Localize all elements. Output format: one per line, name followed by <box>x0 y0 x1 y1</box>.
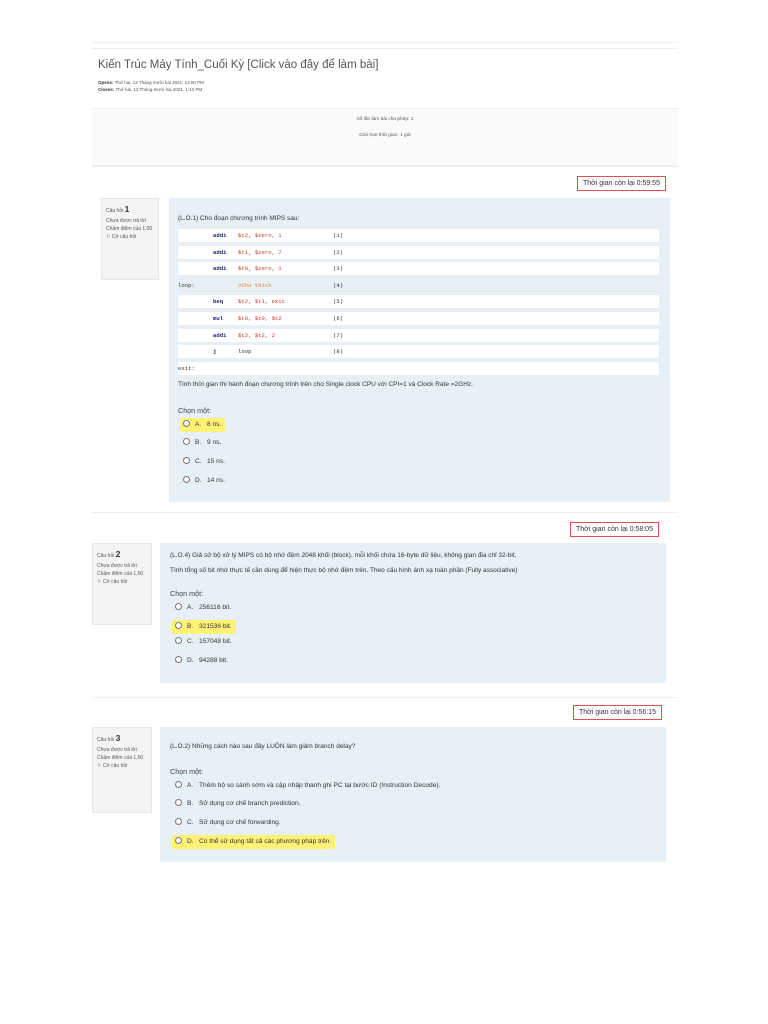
question-number-value: 3 <box>115 733 121 743</box>
question-label: Câu hỏi <box>97 737 115 743</box>
question-points: Chấm điểm của 1,00 <box>97 754 144 761</box>
question-status: Chưa được trả lời <box>97 562 137 569</box>
option-text: 15 ns. <box>207 458 225 465</box>
flag-label: Cờ câu hỏi <box>111 233 137 240</box>
code-line-number: (7) <box>333 331 344 339</box>
code-args: $t2, $t1, exit <box>238 298 285 306</box>
option-letter: C. <box>195 458 202 465</box>
flag-question-link[interactable] <box>106 233 158 241</box>
code-line <box>178 329 659 342</box>
code-instruction: addi <box>213 265 227 273</box>
flag-label: Cờ câu hỏi <box>102 578 128 585</box>
closes-value: Thứ hai, 13 Tháng mười hai 2021, 1:10 PM <box>115 87 203 92</box>
flag-icon: ⚐ <box>97 578 102 585</box>
option-letter: A. <box>187 604 194 611</box>
option-text: Có thể sử dụng tất cả các phương pháp trên. <box>199 838 332 845</box>
code-line <box>178 246 659 259</box>
option-text: 14 ns. <box>207 477 225 484</box>
question-number <box>106 203 158 217</box>
q1-option-a[interactable] <box>180 418 225 432</box>
code-instruction: addi <box>213 248 227 256</box>
option-text: 94288 bit. <box>199 657 228 664</box>
question-status: Chưa được trả lời <box>106 217 146 224</box>
flag-question-link[interactable] <box>97 762 151 770</box>
radio-icon[interactable] <box>175 622 182 629</box>
option-letter: B. <box>187 623 194 630</box>
option-letter: B. <box>195 439 202 446</box>
question-points: Chấm điểm của 1,00 <box>106 225 153 232</box>
code-line <box>178 229 659 242</box>
code-instruction: addi <box>213 331 227 339</box>
radio-icon[interactable] <box>175 781 182 788</box>
question-number-value: 1 <box>124 204 130 214</box>
question-number <box>97 548 151 562</box>
code-line <box>178 279 659 292</box>
code-instruction: mul <box>213 315 224 322</box>
radio-icon[interactable] <box>183 476 190 483</box>
radio-icon[interactable] <box>175 799 182 806</box>
quiz-info <box>92 108 678 166</box>
code-args: $t0, $t0, $t2 <box>238 315 282 322</box>
question-2-text-2: Tính tổng số bit nhớ thực tế cần dùng để hiện thực bộ nhớ đệm trên. Theo cấu hình ánh xạ toàn phần (Fully associative) <box>170 567 518 574</box>
code-line <box>178 262 659 275</box>
option-text: Sử dụng cơ chế branch prediction. <box>199 800 301 807</box>
q2-option-d[interactable] <box>172 654 232 668</box>
question-1-text: (L.O.1) Cho đoạn chương trình MIPS sau: <box>178 215 300 222</box>
code-line <box>178 345 659 358</box>
option-letter: B. <box>187 800 194 807</box>
question-3-text: (L.O.2) Những cách nào sau đây LUÔN làm giảm branch delay? <box>170 743 356 750</box>
time-limit: Giới hạn thời gian: 1 giờ <box>359 133 411 138</box>
code-instruction: addi <box>213 232 227 239</box>
option-letter: D. <box>195 477 202 484</box>
q2-option-c[interactable] <box>172 635 236 649</box>
flag-label: Cờ câu hỏi <box>102 762 128 769</box>
q1-option-d[interactable] <box>180 474 229 488</box>
code-args: $t2, $zero, 1 <box>238 232 282 239</box>
option-letter: A. <box>195 421 202 428</box>
question-number <box>97 732 151 746</box>
q1-option-c[interactable] <box>180 455 229 469</box>
question-3-info <box>92 727 152 813</box>
radio-icon[interactable] <box>183 457 190 464</box>
code-instruction: j <box>213 348 217 356</box>
code-args: #Chu thich <box>238 281 272 289</box>
code-args: $t2, $t2, 2 <box>238 331 275 339</box>
option-text: Sử dụng cơ chế forwarding. <box>199 819 281 826</box>
question-number-value: 2 <box>115 549 121 559</box>
opens-value: Thứ hai, 13 Tháng mười hai 2021, 12:00 PM <box>114 80 204 85</box>
closes-line <box>98 87 202 92</box>
choose-one-label: Chọn một: <box>178 406 212 415</box>
option-letter: D. <box>187 838 194 845</box>
attempts-allowed: Số lần làm bài cho phép: 1 <box>356 117 414 122</box>
code-line <box>178 312 659 325</box>
option-text: 9 ns. <box>207 439 222 446</box>
code-line <box>178 362 659 375</box>
choose-one-label: Chọn một: <box>170 767 204 776</box>
code-line-number: (2) <box>333 248 344 256</box>
question-label: Câu hỏi <box>106 208 124 214</box>
option-letter: A. <box>187 782 194 789</box>
code-args: $t0, $zero, 1 <box>238 265 282 273</box>
q1-option-b[interactable] <box>180 436 225 450</box>
timer-q3: Thời gian còn lại 0:56:15 <box>573 705 662 720</box>
code-args: loop <box>238 348 252 356</box>
option-letter: C. <box>187 638 194 645</box>
radio-icon[interactable] <box>175 837 182 844</box>
code-line <box>178 295 659 308</box>
flag-question-link[interactable] <box>97 578 151 586</box>
q3-option-d[interactable] <box>172 835 335 849</box>
option-text: 256116 bit. <box>199 604 232 611</box>
radio-icon[interactable] <box>175 656 182 663</box>
code-line-number: (5) <box>333 298 344 306</box>
top-divider <box>92 42 678 43</box>
question-1-info <box>101 198 159 280</box>
radio-icon[interactable] <box>175 818 182 825</box>
code-line-number: (8) <box>333 348 344 356</box>
quiz-header <box>92 48 678 107</box>
option-text: Thêm bộ so sánh sớm và cập nhập thanh ghi PC tại bước ID (Instruction Decode). <box>199 782 441 789</box>
option-text: 8 ns. <box>207 421 222 428</box>
radio-icon[interactable] <box>183 438 190 445</box>
code-label: exit: <box>178 364 195 372</box>
q3-option-c[interactable] <box>172 816 285 830</box>
question-1-text-2: Tính thời gian thi hành đoạn chương trình trên cho Single clock CPU với CPI=1 và Clock Rate =2GHz. <box>178 381 473 388</box>
option-letter: C. <box>187 819 194 826</box>
code-label: loop: <box>178 281 195 289</box>
quiz-title[interactable]: Kiến Trúc Máy Tính_Cuối Kỳ [Click vào đây để làm bài] <box>98 59 379 71</box>
question-2-text: (L.O.4) Giả sử bộ xử lý MIPS có bộ nhớ đệm 2048 khối (block), mỗi khối chứa 16-byte dữ liệu, không gian địa chỉ 32-bit. <box>170 552 517 559</box>
question-points: Chấm điểm của 1,00 <box>97 570 144 577</box>
q2-option-a[interactable] <box>172 601 235 615</box>
q2-option-b[interactable] <box>172 620 236 634</box>
flag-icon: ⚐ <box>97 762 102 769</box>
code-line-number: (1) <box>333 232 344 239</box>
q3-option-b[interactable] <box>172 797 304 811</box>
option-letter: D. <box>187 657 194 664</box>
question-2-panel <box>160 543 666 683</box>
code-instruction: beq <box>213 298 224 306</box>
code-line-number: (4) <box>333 281 344 289</box>
code-line-number: (6) <box>333 315 344 322</box>
radio-icon[interactable] <box>175 603 182 610</box>
option-text: 321536 bit. <box>199 623 232 630</box>
closes-label: Closes: <box>98 87 115 92</box>
opens-line <box>98 80 204 85</box>
timer-q2: Thời gian còn lại 0:58:05 <box>570 522 659 537</box>
code-line-number: (3) <box>333 265 344 273</box>
radio-icon[interactable] <box>183 420 190 427</box>
flag-icon: ⚐ <box>106 233 111 240</box>
question-2-info <box>92 543 152 625</box>
code-args: $t1, $zero, 7 <box>238 248 282 256</box>
radio-icon[interactable] <box>175 637 182 644</box>
question-status: Chưa được trả lời <box>97 746 137 753</box>
question-label: Câu hỏi <box>97 553 115 559</box>
opens-label: Opens: <box>98 80 114 85</box>
option-text: 157048 bit. <box>199 638 232 645</box>
choose-one-label: Chọn một: <box>170 589 204 598</box>
q3-option-a[interactable] <box>172 779 444 793</box>
timer-q1: Thời gian còn lại 0:59:55 <box>577 176 666 191</box>
